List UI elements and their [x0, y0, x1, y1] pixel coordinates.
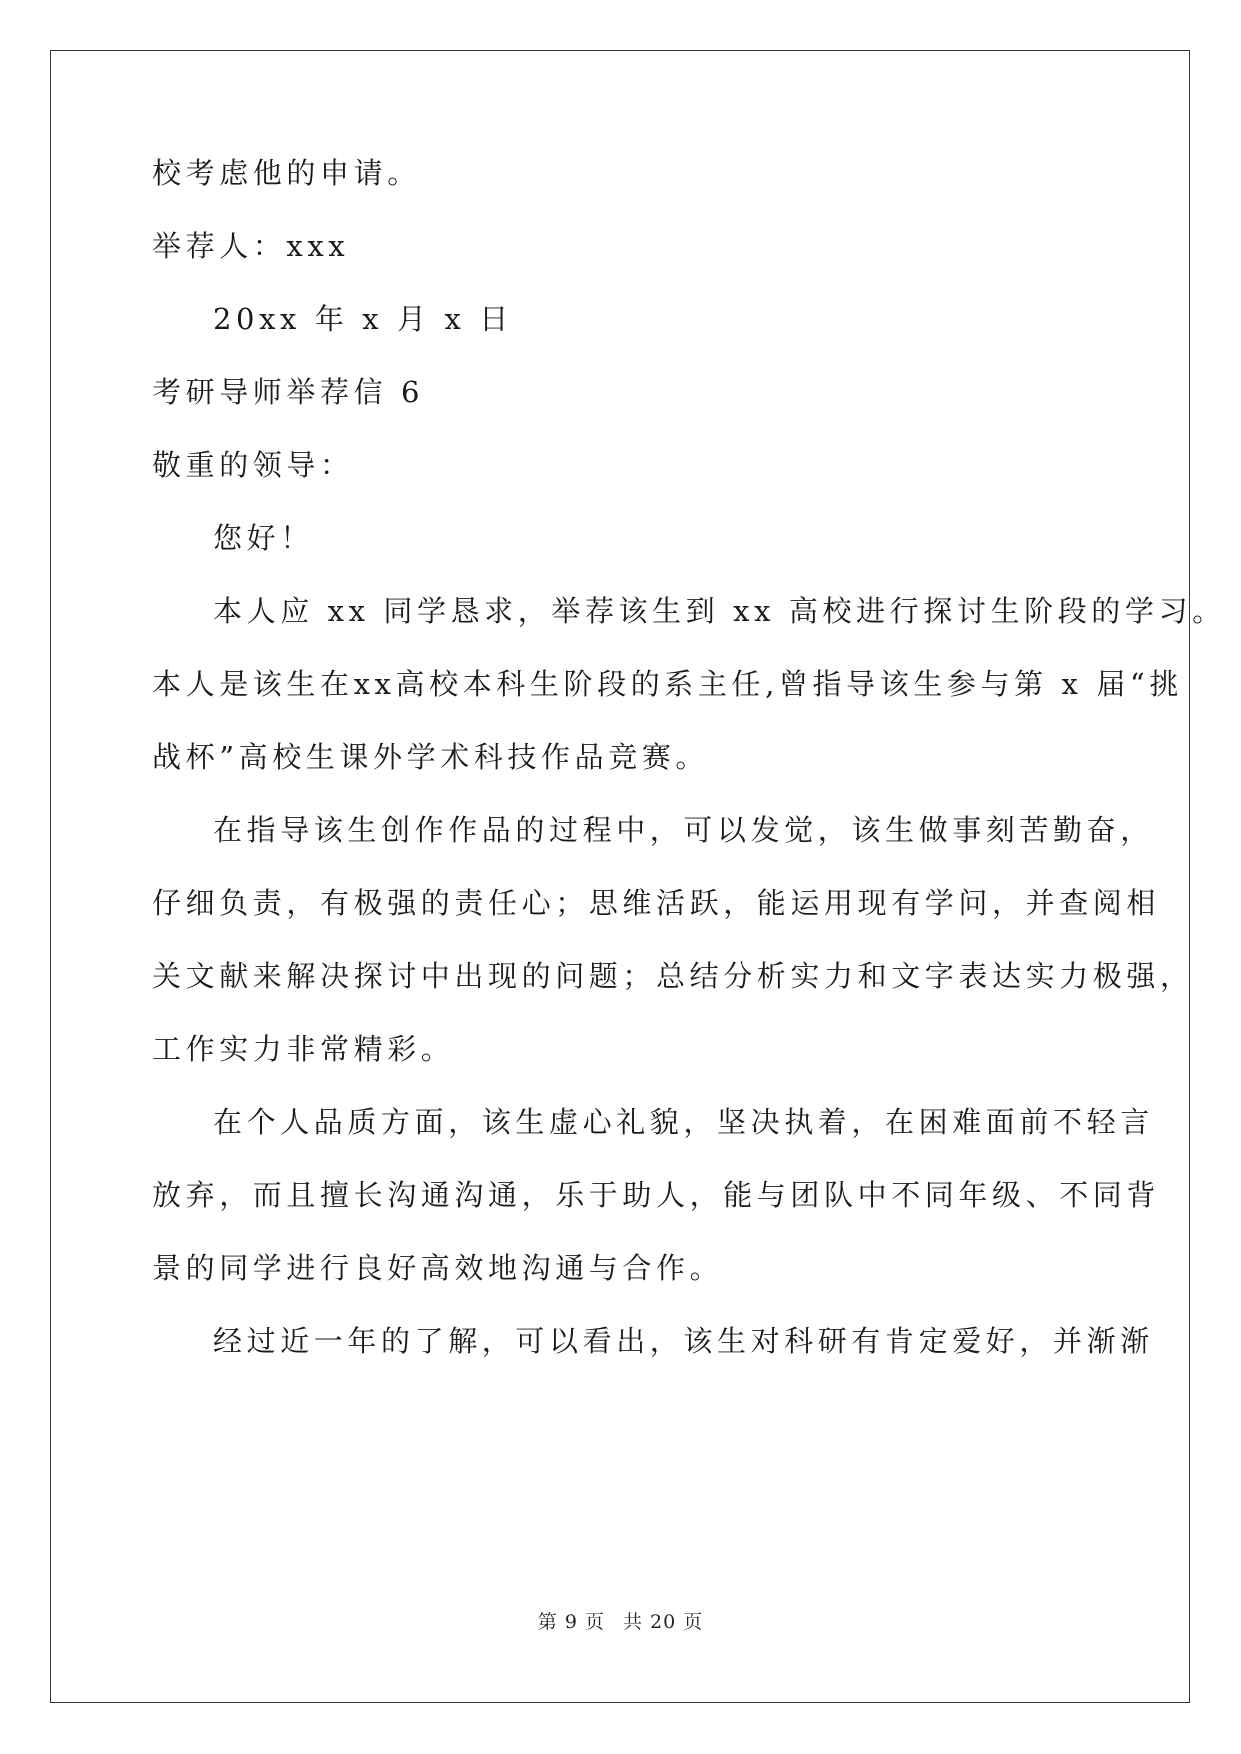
text-line: 放弃，而且擅长沟通沟通，乐于助人，能与团队中不同年级、不同背 [152, 1178, 1161, 1212]
page-total: 共 20 页 [622, 1611, 704, 1633]
text-line: 关文献来解决探讨中出现的问题；总结分析实力和文字表达实力极强， [152, 959, 1194, 993]
page-border [50, 50, 1190, 1703]
salutation: 敬重的领导： [152, 448, 354, 482]
signature-line: 举荐人：xxx [152, 229, 350, 263]
text-line: 战杯”高校生课外学术科技作品竞赛。 [152, 740, 710, 774]
text-line: 景的同学进行良好高效地沟通与合作。 [152, 1251, 724, 1285]
text-line: 在个人品质方面，该生虚心礼貌，坚决执着，在困难面前不轻言 [213, 1105, 1154, 1139]
page-number: 第 9 页 [537, 1611, 605, 1633]
text-line: 本人应 xx 同学恳求，举荐该生到 xx 高校进行探讨生阶段的学习。 [213, 594, 1226, 628]
text-line: 工作实力非常精彩。 [152, 1032, 455, 1066]
text-line: 经过近一年的了解，可以看出，该生对科研有肯定爱好，并渐渐 [213, 1324, 1154, 1358]
text-line: 仔细负责，有极强的责任心；思维活跃，能运用现有学问，并查阅相 [152, 886, 1161, 920]
text-line: 本人是该生在xx高校本科生阶段的系主任,曾指导该生参与第 x 届“挑 [152, 667, 1183, 701]
greeting: 您好！ [213, 521, 314, 555]
text-line: 在指导该生创作作品的过程中，可以发觉，该生做事刻苦勤奋， [213, 813, 1154, 847]
date-line: 20xx 年 x 月 x 日 [213, 302, 513, 336]
page-footer [0, 1610, 1241, 1634]
section-title: 考研导师举荐信 6 [152, 375, 425, 409]
text-line: 校考虑他的申请。 [152, 156, 421, 190]
